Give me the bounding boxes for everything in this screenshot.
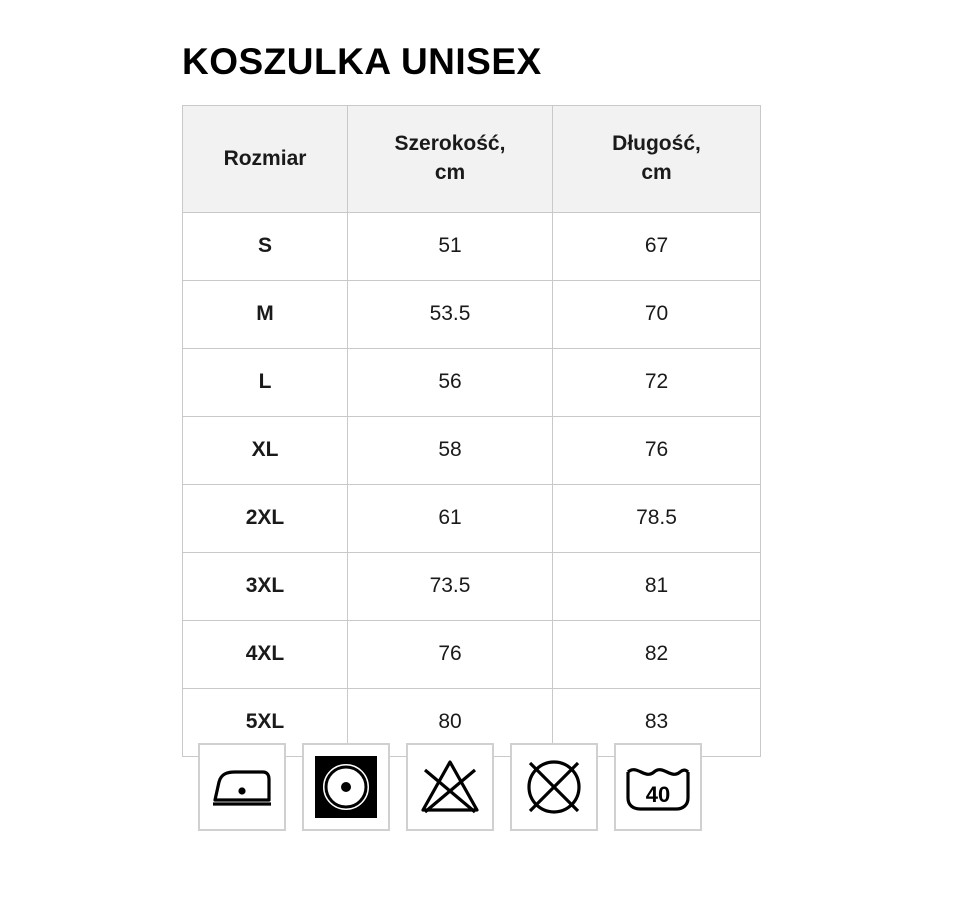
- table-row: [183, 416, 761, 484]
- iron-one-dot-icon: [211, 764, 273, 810]
- care-symbol-tumble-dry: [302, 743, 390, 831]
- cell-length: 70: [553, 280, 761, 348]
- cell-length: 76: [553, 416, 761, 484]
- cell-size: M: [183, 280, 348, 348]
- table-row: [183, 280, 761, 348]
- column-header-size-line1: Rozmiar: [223, 146, 307, 170]
- do-not-dry-clean-icon: [523, 756, 585, 818]
- table-body: [183, 212, 761, 756]
- cell-width: 56: [348, 348, 553, 416]
- care-symbols-row: [198, 743, 702, 831]
- column-header-length: [553, 105, 761, 212]
- column-header-width: [348, 105, 553, 212]
- cell-size: L: [183, 348, 348, 416]
- cell-width: 76: [348, 620, 553, 688]
- table-header: [183, 105, 761, 212]
- care-symbol-iron: [198, 743, 286, 831]
- wash-40-icon: [623, 760, 693, 814]
- care-symbol-wash-40: [614, 743, 702, 831]
- cell-length: 82: [553, 620, 761, 688]
- cell-length: 78.5: [553, 484, 761, 552]
- do-not-bleach-icon: [419, 758, 481, 816]
- column-header-size: [183, 105, 348, 212]
- cell-width: 51: [348, 212, 553, 280]
- cell-size: XL: [183, 416, 348, 484]
- cell-length: 72: [553, 348, 761, 416]
- table-row: [183, 348, 761, 416]
- cell-size: 5XL: [183, 688, 348, 756]
- cell-width: 58: [348, 416, 553, 484]
- cell-width: 61: [348, 484, 553, 552]
- cell-width: 80: [348, 688, 553, 756]
- chart-content: [182, 42, 760, 757]
- cell-width: 53.5: [348, 280, 553, 348]
- column-header-width-line1: Szerokość,: [394, 132, 506, 156]
- cell-length: 81: [553, 552, 761, 620]
- svg-text:40: 40: [645, 782, 671, 807]
- column-header-length-line2: cm: [641, 160, 672, 184]
- size-table: [182, 105, 761, 757]
- table-row: [183, 484, 761, 552]
- cell-width: 73.5: [348, 552, 553, 620]
- table-row: [183, 552, 761, 620]
- column-header-length-line1: Długość,: [612, 132, 701, 156]
- cell-size: 3XL: [183, 552, 348, 620]
- page-title: KOSZULKA UNISEX: [182, 41, 542, 82]
- column-header-width-line2: cm: [434, 160, 466, 184]
- table-row: [183, 620, 761, 688]
- table-row: [183, 212, 761, 280]
- tumble-dry-normal-icon: [313, 754, 379, 820]
- cell-size: 4XL: [183, 620, 348, 688]
- cell-length: 67: [553, 212, 761, 280]
- table-header-row: [183, 105, 761, 212]
- cell-length: 83: [553, 688, 761, 756]
- cell-size: S: [183, 212, 348, 280]
- cell-size: 2XL: [183, 484, 348, 552]
- care-symbol-do-not-dry-clean: [510, 743, 598, 831]
- care-symbol-do-not-bleach: [406, 743, 494, 831]
